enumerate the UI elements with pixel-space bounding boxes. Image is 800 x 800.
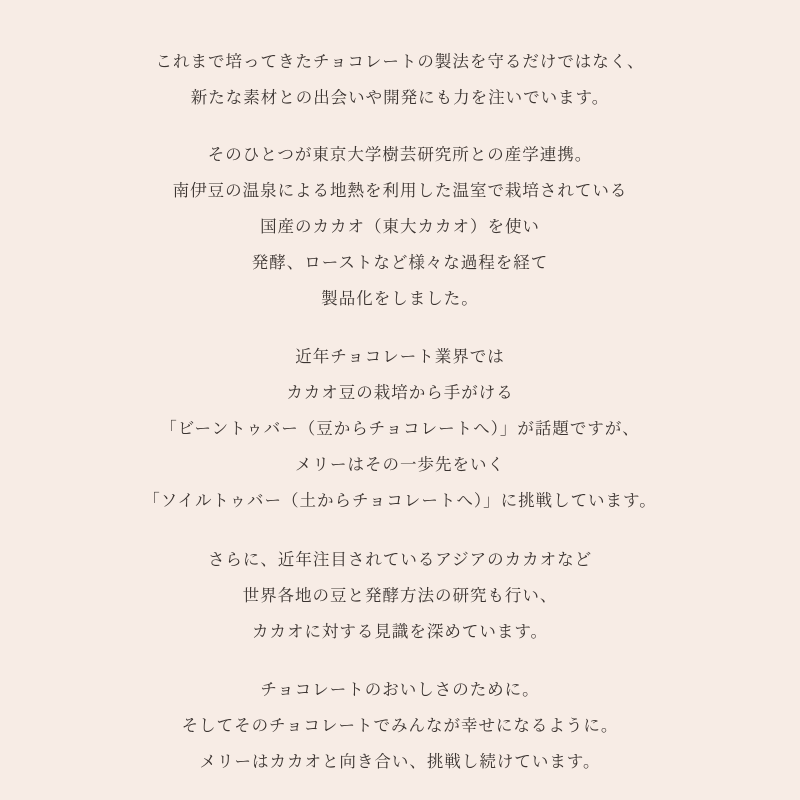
text-line: 国産のカカオ（東大カカオ）を使い (260, 216, 540, 236)
text-line: そのひとつが東京大学樹芸研究所との産学連携。 (207, 144, 593, 164)
text-line: これまで培ってきたチョコレートの製法を守るだけではなく、 (155, 52, 645, 71)
text-line: カカオ豆の栽培から手がける (286, 383, 514, 403)
paragraph-intro (20, 44, 780, 116)
text-line: 南伊豆の温泉による地熱を利用した温室で栽培されている (172, 180, 628, 200)
text-line: 新たな素材との出会いや開発にも力を注いでいます。 (190, 88, 610, 107)
paragraph-closing (20, 672, 780, 780)
text-line: カカオに対する見識を深めています。 (251, 621, 548, 641)
text-line: 「ソイルトゥバー（土からチョコレートへ）」に挑戦しています。 (143, 491, 657, 511)
text-line: 製品化をしました。 (321, 288, 479, 308)
paragraph-collaboration (20, 137, 780, 317)
text-line: メリーはその一歩先をいく (295, 455, 505, 475)
text-line: 世界各地の豆と発酵方法の研究も行い、 (242, 585, 558, 605)
text-line: そしてそのチョコレートでみんなが幸せになるように。 (181, 716, 619, 736)
text-line: さらに、近年注目されているアジアのカカオなど (207, 549, 593, 569)
paragraph-research (20, 542, 780, 650)
text-line: メリーはカカオと向き合い、挑戦し続けています。 (199, 752, 601, 772)
text-line: 近年チョコレート業界では (295, 347, 505, 367)
paragraph-soil-to-bar (20, 339, 780, 519)
text-line: チョコレートのおいしさのために。 (260, 680, 540, 700)
text-line: 発酵、ローストなど様々な過程を経て (251, 252, 549, 272)
text-line: 「ビーントゥバー（豆からチョコレートへ）」が話題ですが、 (160, 419, 640, 439)
